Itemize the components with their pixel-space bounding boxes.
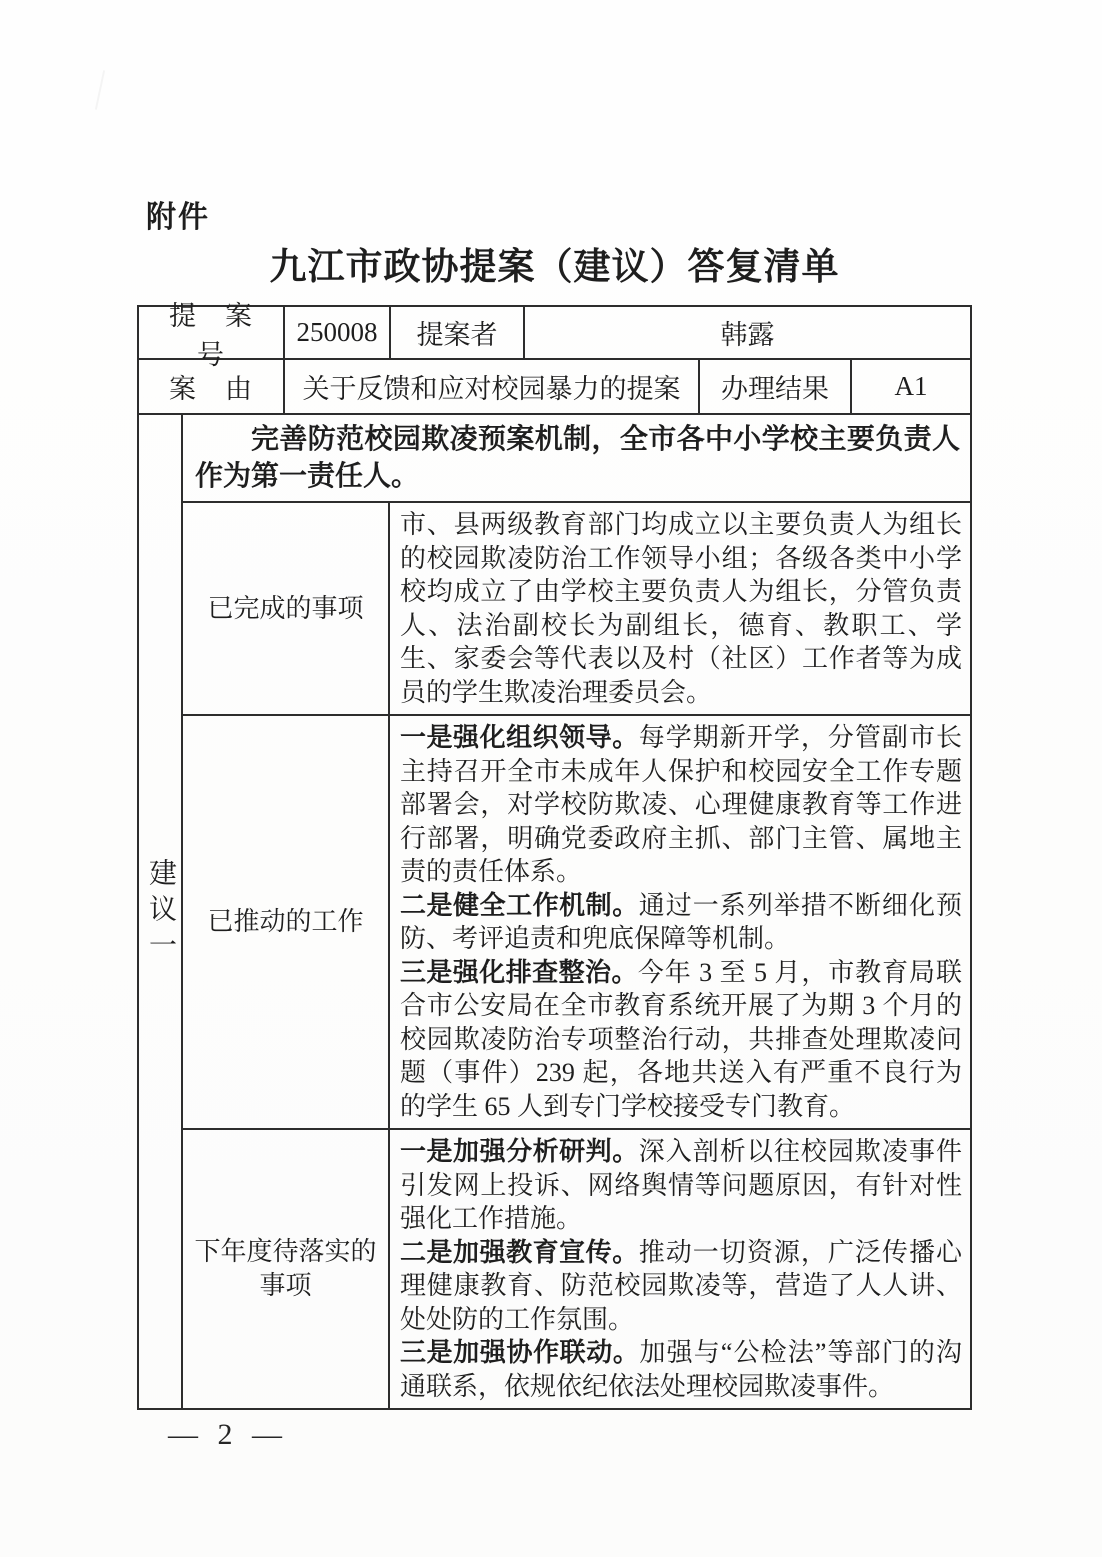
row-label: 已推动的工作 (183, 716, 390, 1128)
proposer-label: 提案者 (391, 307, 525, 358)
content-paragraph: 二是健全工作机制。通过一系列举措不断细化预防、考评追责和兜底保障等机制。 (400, 889, 962, 953)
cause-value: 关于反馈和应对校园暴力的提案 (285, 360, 700, 413)
suggestion-label: 建议一 (145, 857, 176, 966)
result-value: A1 (894, 371, 928, 401)
result-label: 办理结果 (700, 360, 852, 413)
paragraph-lead: 一是强化组织领导。 (400, 722, 639, 752)
suggestion-body (139, 415, 970, 1408)
table-row (183, 716, 970, 1130)
detail-rows (183, 503, 970, 1408)
table-row-proposal (139, 300, 970, 370)
table-row (183, 503, 970, 716)
page-title: 九江市政协提案（建议）答复清单 (269, 247, 840, 288)
table-row-cause (139, 360, 970, 415)
attachment-label: 附件 (146, 201, 210, 234)
row-label: 下年度待落实的事项 (183, 1130, 390, 1408)
paragraph-lead: 一是加强分析研判。 (400, 1136, 639, 1166)
paragraph-lead: 三是加强协作联动。 (400, 1337, 640, 1367)
content-paragraph: 一是强化组织领导。每学期新开学，分管副市长主持召开全市未成年人保护和校园安全工作专题部署会，对学校防欺凌、心理健康教育等工作进行部署，明确党委政府主抓、部门主管、属地主责的责任体系。 (400, 722, 962, 886)
row-content (390, 503, 970, 714)
proposal-number-value: 250008 (285, 307, 391, 358)
suggestion-column (139, 415, 183, 1408)
content-paragraph: 三是强化排查整治。今年 3 至 5 月，市教育局联合市公安局在全市教育系统开展了为期 3 个月的校园欺凌防治专项整治行动，共排查处理欺凌问题（事件）239 起，各地共送入有严重不良行为的学生 65 人到专门学校接受专门教育。 (400, 956, 962, 1121)
proposer-name: 韩露 (720, 320, 775, 350)
content-paragraph: 市、县两级教育部门均成立以主要负责人为组长的校园欺凌防治工作领导小组；各级各类中小学校均成立了由学校主要负责人为组长，分管负责人、法治副校长为副组长，德育、教职工、学生、家委会等代表以及村（社区）工作者等为成员的学生欺凌治理委员会。 (400, 510, 962, 707)
proposal-number-label: 提 案 号 (139, 307, 285, 358)
scan-artifact (95, 70, 105, 110)
suggestion-summary: 完善防范校园欺凌预案机制，全市各中小学校主要负责人作为第一责任人。 (183, 415, 970, 503)
row-label: 已完成的事项 (183, 503, 390, 714)
content-paragraph: 二是加强教育宣传。推动一切资源，广泛传播心理健康教育、防范校园欺凌等，营造了人人讲、处处防的工作氛围。 (400, 1236, 962, 1334)
content-paragraph: 三是加强协作联动。加强与“公检法”等部门的沟通联系，依规依纪依法处理校园欺凌事件。 (400, 1337, 962, 1401)
page-number: — 2 — (168, 1418, 288, 1451)
suggestion-content (183, 415, 970, 1408)
paragraph-lead: 二是健全工作机制。 (400, 889, 639, 920)
paragraph-lead: 三是强化排查整治。 (400, 956, 638, 987)
paragraph-lead: 二是加强教育宣传。 (400, 1236, 639, 1267)
reply-table (137, 300, 972, 1410)
row-content (390, 1130, 970, 1408)
row-content (390, 716, 970, 1128)
cause-label: 案 由 (139, 360, 285, 413)
content-paragraph: 一是加强分析研判。深入剖析以往校园欺凌事件引发网上投诉、网络舆情等问题原因，有针对性强化工作措施。 (400, 1136, 962, 1233)
table-row (183, 1130, 970, 1408)
